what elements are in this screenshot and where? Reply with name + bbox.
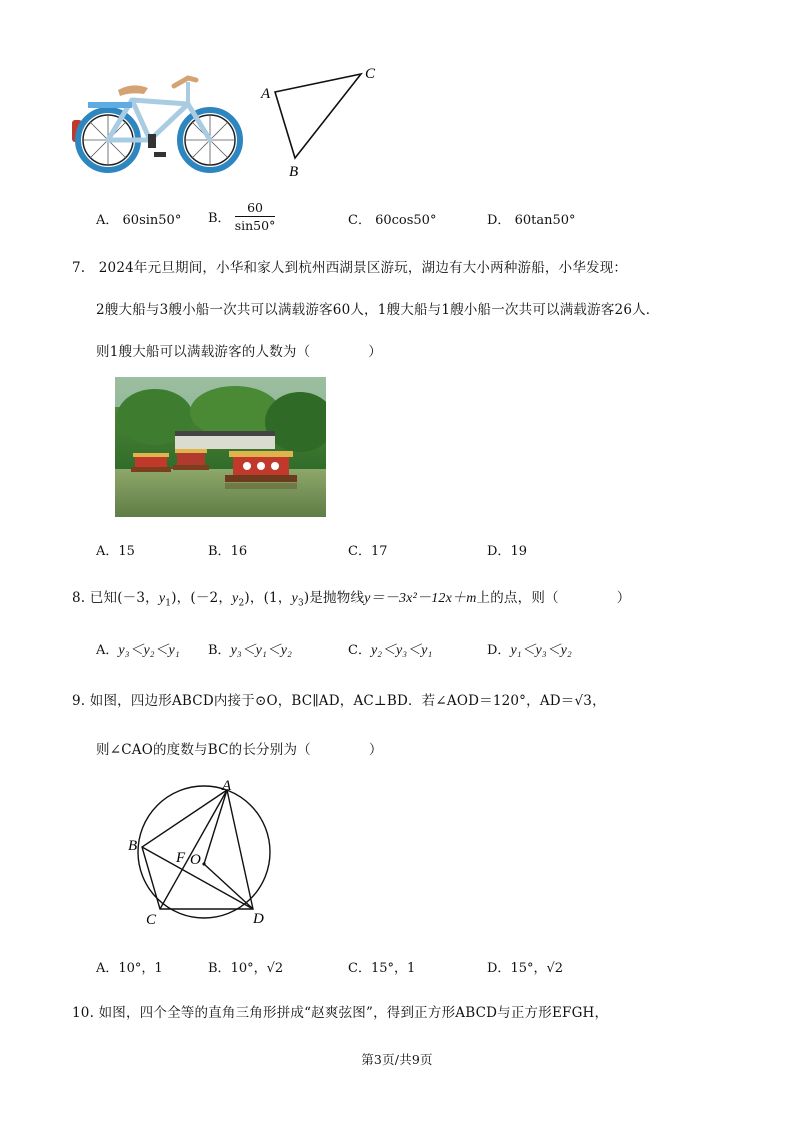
q10-line-1: 10. 如图，四个全等的直角三角形拼成“赵爽弦图”，得到正方形ABCD与正方形EFGH， (72, 1005, 609, 1021)
q7-line-2: 2艘大船与3艘小船一次共可以满载游客60人，1艘大船与1艘小船一次共可以满载游客26人． (96, 302, 660, 318)
west-lake-boats-photo (115, 377, 326, 517)
q8-option-c: C．y₂＜y₃＜y₁ (348, 643, 433, 658)
q8-option-b: B．y₃＜y₁＜y₂ (208, 643, 292, 658)
q7-option-b: B．16 (208, 544, 248, 559)
q9-option-c: C．15°，1 (348, 961, 416, 976)
label-c: C (146, 912, 157, 928)
label-f: F (176, 850, 186, 866)
page-number: 第3页/共9页 (361, 1052, 433, 1067)
label-o: O (190, 852, 201, 868)
q8-option-d: D．y₁＜y₃＜y₂ (487, 643, 572, 658)
label-a: A (222, 778, 232, 794)
label-b: B (128, 838, 138, 854)
q9-line-1: 9. 如图，四边形ABCD内接于⊙O，BC∥AD，AC⊥BD．若∠AOD＝120°，AD＝√3， (72, 693, 606, 709)
q8-stem: 8. 已知(－3，$y_1$)，(－2，$y_2$)，(1，$y_3$)是抛物线y＝－3x²－12x＋m上的点，则（ ） (72, 590, 631, 609)
label-d: D (253, 911, 264, 927)
q7-line-1: 7. 2024年元旦期间，小华和家人到杭州西湖景区游玩，湖边有大小两种游船，小华发现： (72, 260, 628, 276)
q6-option-d: D． 60tan50° (487, 213, 576, 228)
circle-quadrilateral-figure (122, 778, 282, 928)
q6-option-a: A． 60sin50° (96, 213, 182, 228)
triangle-abc (275, 74, 361, 158)
q9-option-b: B．10°，√2 (208, 961, 284, 976)
q7-option-a: A．15 (96, 544, 135, 559)
q8-equation: y＝－3x²－12x＋m (364, 591, 477, 606)
q7-option-d: D．19 (487, 544, 527, 559)
q9-option-d: D．15°，√2 (487, 961, 564, 976)
q6-option-b-fraction: $\frac{60}{\sin 50^\circ}$ (234, 200, 276, 233)
label-b: B (289, 164, 299, 180)
q9-option-a: A．10°，1 (96, 961, 163, 976)
bicycle-illustration (70, 68, 250, 178)
q9-line-2: 则∠CAO的度数与BC的长分别为（ ） (96, 742, 383, 758)
boat-small-1 (131, 453, 171, 472)
quadrilateral-abcd (142, 790, 253, 909)
q7-line-3: 则1艘大船可以满载游客的人数为（ ） (96, 344, 382, 360)
q8-option-a: A．y₃＜y₂＜y₁ (96, 643, 180, 658)
boat-small-2 (173, 449, 209, 470)
q6-option-c: C． 60cos50° (348, 213, 437, 228)
q6-option-b: B． $\frac{60}{\sin 50^\circ}$ (208, 200, 276, 233)
label-a: A (261, 86, 271, 102)
q7-option-c: C．17 (348, 544, 388, 559)
label-c: C (365, 66, 376, 82)
triangle-abc-figure (255, 60, 390, 185)
boat-large (225, 451, 297, 482)
